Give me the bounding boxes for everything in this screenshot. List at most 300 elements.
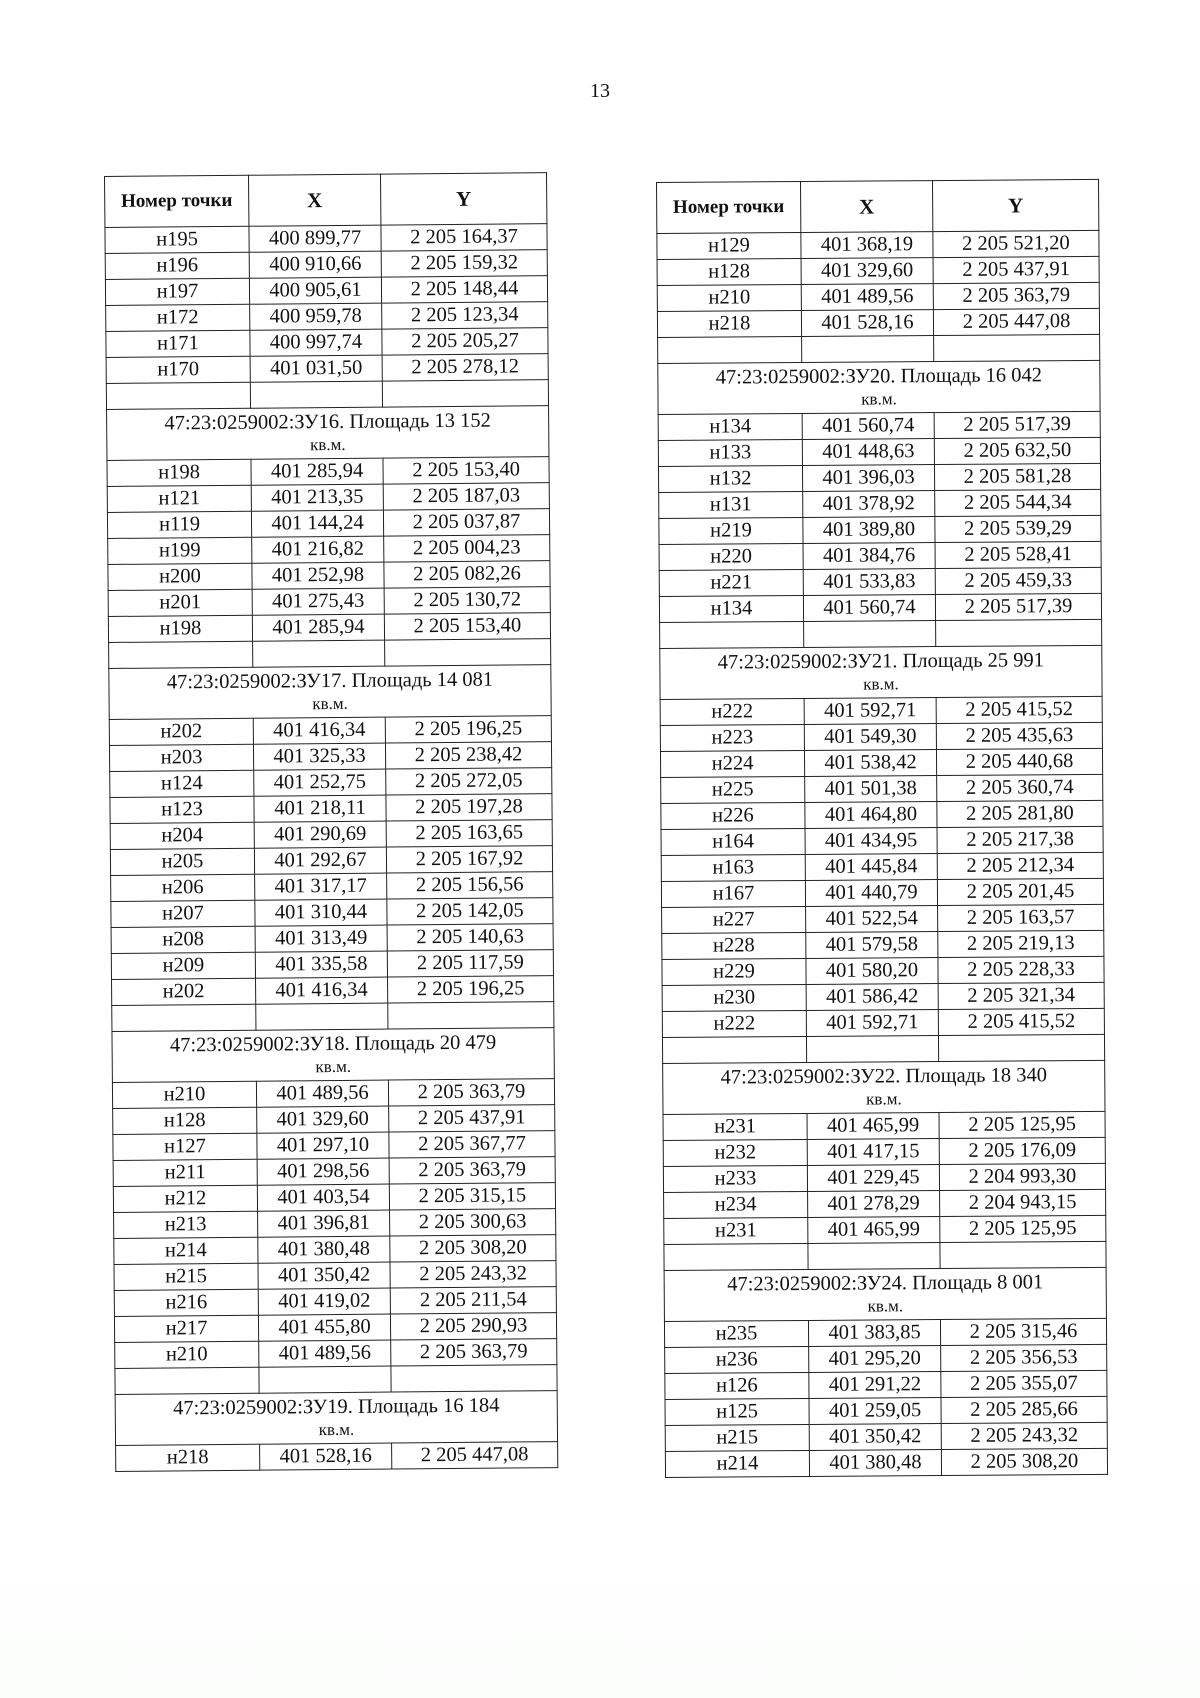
point-number-cell: н222 [662,1010,806,1037]
y-coordinate-cell: 2 205 290,93 [390,1313,556,1340]
y-coordinate-cell: 2 205 315,46 [940,1318,1106,1345]
y-coordinate-cell: 2 205 163,57 [938,904,1104,931]
x-coordinate-cell: 401 290,69 [254,821,386,848]
plot-title: 47:23:0259002:ЗУ20. Площадь 16 042 [715,364,1043,389]
x-coordinate-cell: 401 501,38 [805,776,937,803]
point-number-cell: н234 [664,1191,808,1218]
y-coordinate-cell: 2 205 205,27 [382,328,548,355]
table-row [110,768,552,798]
table-row [114,1261,556,1291]
point-number-cell: н201 [108,589,252,616]
x-coordinate-cell: 401 252,98 [252,562,384,589]
x-coordinate-cell: 401 383,85 [808,1320,940,1347]
x-coordinate-cell: 401 464,80 [805,802,937,829]
x-coordinate-cell: 401 403,54 [257,1184,389,1211]
header-point-number: Номер точки [105,175,249,227]
y-coordinate-cell: 2 204 993,30 [939,1163,1105,1190]
x-coordinate-cell: 401 440,79 [805,880,937,907]
table-row [665,1396,1107,1425]
plot-section-row [112,1028,554,1083]
header-y [380,173,546,225]
table-row [111,950,553,980]
y-coordinate-cell: 2 205 187,03 [383,483,549,510]
plot-title: 47:23:0259002:ЗУ18. Площадь 20 479 [169,1031,497,1057]
header-x [800,181,932,233]
x-coordinate-cell: 401 329,60 [801,258,933,285]
plot-section-heading [112,1028,554,1083]
point-number-cell: н167 [661,880,805,907]
area-unit: кв.м. [861,389,897,409]
y-coordinate-cell: 2 205 167,92 [386,846,552,873]
table-row [659,515,1101,544]
x-coordinate-cell: 401 252,75 [254,769,386,796]
separator-row [106,380,548,410]
coordinates-table-right-body [657,230,1108,1477]
point-number-cell: н218 [116,1444,260,1471]
x-coordinate-cell: 401 448,63 [802,439,934,466]
point-number-cell: н210 [112,1081,256,1108]
empty-cell [804,621,936,648]
x-coordinate-cell: 401 216,82 [252,536,384,563]
x-coordinate-cell: 401 416,34 [256,977,388,1004]
y-coordinate-cell: 2 205 228,33 [938,956,1104,983]
y-coordinate-cell: 2 205 272,05 [386,768,552,795]
y-coordinate-cell: 2 205 459,33 [935,567,1101,594]
y-coordinate-cell: 2 205 435,63 [936,722,1102,749]
x-coordinate-cell: 401 580,20 [806,958,938,985]
y-coordinate-cell: 2 205 217,38 [937,826,1103,853]
y-coordinate-cell: 2 205 415,52 [938,1008,1104,1035]
table-row [114,1287,556,1317]
table-row [661,878,1103,907]
x-coordinate-cell: 401 549,30 [804,724,936,751]
point-number-cell: н199 [108,537,252,564]
table-row [114,1235,556,1265]
table-row [662,904,1104,933]
page-number: 13 [590,80,610,102]
plot-title: 47:23:0259002:ЗУ17. Площадь 14 081 [166,668,494,694]
point-number-cell: н226 [661,802,805,829]
point-number-cell: н217 [114,1315,258,1342]
y-coordinate-cell: 2 205 197,28 [386,794,552,821]
table-row [663,1137,1105,1166]
x-coordinate-cell: 401 396,03 [802,465,934,492]
plot-section-row [664,1267,1106,1321]
plot-title: 47:23:0259002:ЗУ21. Площадь 25 991 [717,649,1045,674]
y-coordinate-cell: 2 205 544,34 [935,489,1101,516]
point-number-cell: н207 [111,900,255,927]
plot-title: 47:23:0259002:ЗУ22. Площадь 18 340 [720,1064,1047,1089]
point-number-cell: н210 [657,284,801,311]
empty-cell [664,1243,808,1270]
empty-cell [934,334,1100,361]
point-number-cell: н203 [109,744,253,771]
point-number-cell: н131 [659,491,803,518]
table-row [665,1448,1107,1477]
point-number-cell: н214 [665,1450,809,1477]
area-unit: кв.м. [312,694,348,714]
y-coordinate-cell: 2 205 219,13 [938,930,1104,957]
table-row [108,535,550,565]
point-number-cell: н218 [657,310,801,337]
empty-cell [388,1002,554,1029]
point-number-cell: н170 [106,356,250,383]
point-number-cell: н198 [107,459,251,486]
plot-section-heading [115,1391,557,1446]
table-row [111,924,553,954]
separator-row [115,1365,557,1395]
plot-section-heading [107,406,549,461]
x-coordinate-cell: 401 329,60 [257,1106,389,1133]
point-number-cell: н225 [661,776,805,803]
y-coordinate-cell: 2 205 159,32 [381,250,547,277]
plot-section-heading [663,1060,1105,1114]
table-row [657,256,1099,285]
plot-section-row [660,645,1102,699]
plot-section-heading [664,1267,1106,1321]
x-coordinate-cell: 401 295,20 [809,1346,941,1373]
plot-section-row [663,1060,1105,1114]
table-row [659,489,1101,518]
table-row [111,872,553,902]
point-number-cell: н216 [114,1289,258,1316]
table-header-row [657,179,1099,233]
y-coordinate-cell: 2 205 440,68 [936,748,1102,775]
table-row [110,794,552,824]
x-coordinate-cell: 400 959,78 [250,303,382,330]
table-row [110,846,552,876]
x-coordinate-cell: 401 218,11 [254,795,386,822]
y-coordinate-cell: 2 205 632,50 [934,437,1100,464]
point-number-cell: н126 [665,1372,809,1399]
y-coordinate-cell: 2 205 130,72 [384,587,550,614]
plot-section-row [107,406,549,461]
y-coordinate-cell: 2 205 238,42 [385,742,551,769]
table-row [106,354,548,384]
x-coordinate-cell: 401 465,99 [807,1113,939,1140]
table-row [662,982,1104,1011]
point-number-cell: н132 [658,465,802,492]
point-number-cell: н121 [107,485,251,512]
x-coordinate-cell: 401 378,92 [803,491,935,518]
table-row [114,1313,556,1343]
plot-section-heading [660,645,1102,699]
table-row [662,1008,1104,1037]
point-number-cell: н119 [107,511,251,538]
empty-cell [259,1366,391,1393]
y-coordinate-cell: 2 205 196,25 [388,976,554,1003]
point-number-cell: н198 [108,615,252,642]
point-number-cell: н200 [108,563,252,590]
x-coordinate-cell: 401 579,58 [806,932,938,959]
table-row [658,437,1100,466]
point-number-cell: н213 [114,1211,258,1238]
point-number-cell: н127 [113,1133,257,1160]
empty-cell [658,336,802,363]
table-row [113,1131,555,1161]
y-coordinate-cell: 2 205 321,34 [938,982,1104,1009]
y-coordinate-cell: 2 205 437,91 [933,256,1099,283]
y-coordinate-cell: 2 205 164,37 [381,224,547,251]
separator-row [658,334,1100,363]
x-coordinate-cell: 401 325,33 [253,743,385,770]
x-coordinate-cell: 401 489,56 [259,1340,391,1367]
y-coordinate-cell: 2 205 360,74 [937,774,1103,801]
table-row [665,1422,1107,1451]
point-number-cell: н197 [105,278,249,305]
x-coordinate-cell: 401 229,45 [807,1165,939,1192]
table-row [106,302,548,332]
area-unit: кв.м. [863,674,899,694]
y-coordinate-cell: 2 205 356,53 [941,1344,1107,1371]
table-row [113,1105,555,1135]
table-row [116,1442,558,1472]
table-row [665,1370,1107,1399]
x-coordinate-cell: 401 285,94 [251,458,383,485]
point-number-cell: н228 [662,932,806,959]
point-number-cell: н221 [659,569,803,596]
x-coordinate-cell: 400 899,77 [249,225,381,252]
point-number-cell: н232 [663,1139,807,1166]
table-row [657,308,1099,337]
plot-title: 47:23:0259002:ЗУ16. Площадь 13 152 [164,409,491,435]
table-row [113,1157,555,1187]
separator-row [662,1034,1104,1063]
point-number-cell: н222 [660,698,804,725]
table-row [664,1215,1106,1244]
point-number-cell: н128 [657,258,801,285]
x-coordinate-cell: 401 522,54 [806,906,938,933]
x-coordinate-cell: 401 275,43 [252,588,384,615]
table-row [109,742,551,772]
coordinates-table-left [104,172,558,1472]
plot-section-row [115,1391,557,1446]
empty-cell [391,1365,557,1392]
y-coordinate-cell: 2 205 123,34 [382,302,548,329]
empty-cell [938,1034,1104,1061]
y-coordinate-cell: 2 205 117,59 [387,950,553,977]
y-coordinate-cell: 2 205 517,39 [935,593,1101,620]
table-row [105,250,547,280]
x-coordinate-cell: 401 434,95 [805,828,937,855]
x-coordinate-cell: 401 455,80 [258,1314,390,1341]
table-row [112,1079,554,1109]
y-coordinate-cell: 2 205 212,34 [937,852,1103,879]
x-coordinate-cell: 401 213,35 [251,484,383,511]
x-coordinate-cell: 401 298,56 [257,1158,389,1185]
y-coordinate-cell: 2 205 581,28 [934,463,1100,490]
table-row [105,276,547,306]
y-coordinate-cell: 2 205 278,12 [382,354,548,381]
point-number-cell: н206 [111,874,255,901]
header-point-number: Номер точки [657,181,801,233]
empty-cell [256,1003,388,1030]
coordinates-table-left-body [105,224,558,1472]
y-coordinate-cell: 2 205 125,95 [939,1111,1105,1138]
point-number-cell: н195 [105,226,249,253]
point-number-cell: н204 [110,822,254,849]
area-unit: кв.м. [318,1419,355,1440]
y-coordinate-cell: 2 205 243,32 [390,1261,556,1288]
table-row [110,820,552,850]
y-coordinate-cell: 2 205 363,79 [933,282,1099,309]
point-number-cell: н209 [111,952,255,979]
y-coordinate-cell: 2 205 142,05 [387,898,553,925]
point-number-cell: н205 [110,848,254,875]
table-row [662,956,1104,985]
point-number-cell: н124 [110,770,254,797]
point-number-cell: н125 [665,1398,809,1425]
empty-cell [806,1036,938,1063]
table-row [663,1111,1105,1140]
table-row [107,509,549,539]
empty-cell [662,1036,806,1063]
empty-cell [660,621,804,648]
table-row [107,483,549,513]
y-coordinate-cell: 2 205 125,95 [940,1215,1106,1242]
point-number-cell: н164 [661,828,805,855]
empty-cell [385,639,551,666]
x-coordinate-cell: 401 380,48 [809,1450,941,1477]
point-number-cell: н231 [663,1113,807,1140]
empty-cell [250,381,382,408]
x-coordinate-cell: 401 528,16 [801,310,933,337]
point-number-cell: н133 [658,439,802,466]
y-coordinate-cell: 2 205 176,09 [939,1137,1105,1164]
table-row [109,716,551,746]
y-coordinate-cell: 2 205 211,54 [390,1287,556,1314]
point-number-cell: н219 [659,517,803,544]
x-coordinate-cell: 401 335,58 [255,951,387,978]
empty-cell [109,641,253,668]
x-coordinate-cell: 401 416,34 [253,717,385,744]
table-row [664,1189,1106,1218]
table-row [657,282,1099,311]
point-number-cell: н211 [113,1159,257,1186]
y-coordinate-cell: 2 205 363,79 [389,1157,555,1184]
empty-cell [106,382,250,409]
table-row [105,224,547,254]
y-coordinate-cell: 2 205 140,63 [387,924,553,951]
table-row [659,567,1101,596]
empty-cell [802,336,934,363]
header-x-label: X [858,194,875,219]
point-number-cell: н227 [662,906,806,933]
table-row [111,898,553,928]
empty-cell [382,380,548,407]
area-unit: кв.м. [867,1296,904,1316]
header-y [932,179,1098,231]
y-coordinate-cell: 2 204 943,15 [940,1189,1106,1216]
plot-section-heading [658,360,1100,414]
x-coordinate-cell: 401 560,74 [803,595,935,622]
y-coordinate-cell: 2 205 355,07 [941,1370,1107,1397]
x-coordinate-cell: 401 586,42 [806,984,938,1011]
point-number-cell: н223 [660,724,804,751]
y-coordinate-cell: 2 205 363,79 [388,1079,554,1106]
y-coordinate-cell: 2 205 308,20 [941,1448,1107,1475]
point-number-cell: н134 [658,413,802,440]
point-number-cell: н172 [106,304,250,331]
x-coordinate-cell: 401 317,17 [255,873,387,900]
x-coordinate-cell: 401 313,49 [255,925,387,952]
point-number-cell: н230 [662,984,806,1011]
y-coordinate-cell: 2 205 082,26 [384,561,550,588]
separator-row [664,1241,1106,1270]
point-number-cell: н235 [664,1320,808,1347]
x-coordinate-cell: 401 419,02 [258,1288,390,1315]
x-coordinate-cell: 401 278,29 [808,1191,940,1218]
table-row [660,722,1102,751]
table-row [665,1344,1107,1373]
table-row [113,1183,555,1213]
x-coordinate-cell: 401 297,10 [257,1132,389,1159]
table-row [112,976,554,1006]
point-number-cell: н129 [657,232,801,259]
table-row [107,457,549,487]
separator-row [660,619,1102,648]
x-coordinate-cell: 401 489,56 [801,284,933,311]
y-coordinate-cell: 2 205 447,08 [392,1442,558,1469]
empty-cell [253,640,385,667]
empty-cell [115,1367,259,1394]
plot-title: 47:23:0259002:ЗУ19. Площадь 16 184 [173,1394,500,1420]
x-coordinate-cell: 401 350,42 [258,1262,390,1289]
table-row [661,852,1103,881]
y-coordinate-cell: 2 205 243,32 [941,1422,1107,1449]
y-coordinate-cell: 2 205 517,39 [934,411,1100,438]
table-row [658,463,1100,492]
x-coordinate-cell: 401 259,05 [809,1398,941,1425]
x-coordinate-cell: 401 368,19 [801,232,933,259]
y-coordinate-cell: 2 205 437,91 [389,1105,555,1132]
x-coordinate-cell: 401 560,74 [802,413,934,440]
table-row [661,774,1103,803]
y-coordinate-cell: 2 205 163,65 [386,820,552,847]
table-row [106,328,548,358]
separator-row [109,639,551,669]
x-coordinate-cell: 401 285,94 [252,614,384,641]
point-number-cell: н163 [661,854,805,881]
table-row [660,696,1102,725]
point-number-cell: н210 [115,1341,259,1368]
x-coordinate-cell: 401 291,22 [809,1372,941,1399]
y-coordinate-cell: 2 205 539,29 [935,515,1101,542]
y-coordinate-cell: 2 205 415,52 [936,696,1102,723]
x-coordinate-cell: 401 144,24 [251,510,383,537]
point-number-cell: н208 [111,926,255,953]
table-row [657,230,1099,259]
point-number-cell: н202 [109,718,253,745]
table-row [660,748,1102,777]
coordinates-table-right [656,179,1108,1478]
table-row [115,1339,557,1369]
y-coordinate-cell: 2 205 156,56 [387,872,553,899]
plot-section-heading [109,665,551,720]
area-unit: кв.м. [315,1057,352,1077]
x-coordinate-cell: 401 592,71 [806,1010,938,1037]
scan-background [0,1560,1200,1698]
plot-title: 47:23:0259002:ЗУ24. Площадь 8 001 [727,1271,1044,1296]
y-coordinate-cell: 2 205 201,45 [937,878,1103,905]
point-number-cell: н171 [106,330,250,357]
table-header-row [105,173,547,228]
x-coordinate-cell: 401 445,84 [805,854,937,881]
y-coordinate-cell: 2 205 308,20 [390,1235,556,1262]
header-y-label: Y [456,186,472,211]
y-coordinate-cell: 2 205 148,44 [381,276,547,303]
y-coordinate-cell: 2 205 285,66 [941,1396,1107,1423]
